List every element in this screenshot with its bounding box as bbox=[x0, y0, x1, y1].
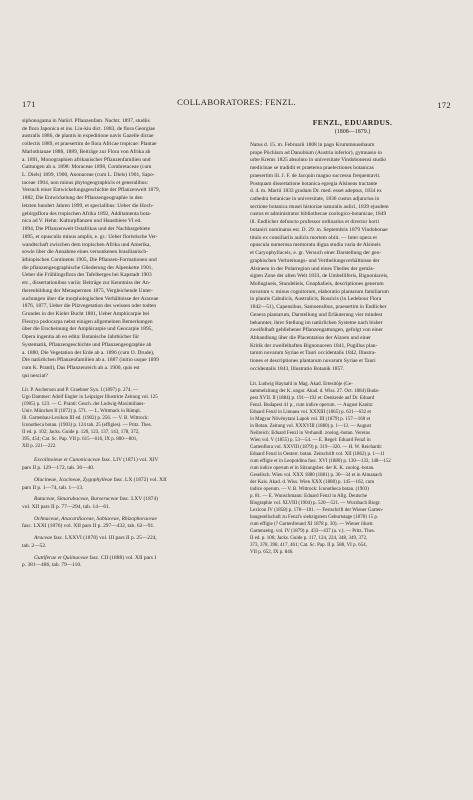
text-line: cum K. Prantl), Das Pflanzenreich ab a. 1900, quis est bbox=[22, 365, 140, 371]
text-line: 1895, et opusculis minus amplis, e. gr.: Ueber floristische Ver- bbox=[22, 233, 158, 240]
text-line: tiones et descriptiones plantarum novarum Syriae et Tauri bbox=[250, 358, 376, 365]
text-line: Alsineen in der Polarregion und eines Theiles der gemäs- bbox=[250, 265, 375, 272]
text-line: qui nesciat? bbox=[22, 372, 48, 379]
text-line: ill. Endlicher defuncto professor ordinarius et director horti bbox=[250, 219, 379, 226]
literature-line: Gesellsch. Wien vol. XXX 1880 (1881) p. 30—34 et in Almanach bbox=[250, 472, 383, 478]
left-column bbox=[22, 118, 227, 574]
text-line: über die Erscheinung der Amphicarpie und Geocarpie 1895, bbox=[22, 326, 153, 333]
text-line: de flora Japonica et ins. Liu-kiu dict. 1883, de flora Georgiae bbox=[22, 125, 155, 132]
literature-line: Univ. München II (1872) p. 571. — L. Wittmack in Rümpl. bbox=[22, 409, 141, 415]
family-entry-first-line bbox=[22, 535, 227, 543]
fenzl-literature bbox=[250, 381, 455, 556]
family-entry-first-line bbox=[22, 477, 227, 485]
literature-line: Fenzl. Budapest 41 p., cum indice operum. — August Kanitz: bbox=[250, 402, 374, 408]
text-line: Grundes in der Kieler Bucht 1881, Ueber Amphicarpie bei bbox=[22, 310, 150, 317]
literature-line: pest XVII. II (1884) p. 191—192 et: Denkrede auf Dr. Eduard bbox=[250, 395, 375, 401]
literature-line: 373, 378, 398, 417, 461; Cat. Sc. Pap. II p. 588, VI p. 654, bbox=[250, 542, 367, 548]
text-line: urbe Krems 1825 absoluto in universitate Vindobonensi studio bbox=[250, 157, 386, 164]
text-line: custos et administrator bibliothecae zoologico-botanicae, 1849 bbox=[250, 211, 387, 218]
text-line: Marlothianae 1888, 1889, Beiträge zur Flora von Afrika ab bbox=[22, 148, 151, 155]
literature-line: Neilreich: Eduard Fenzl in Verhandl. zoolog.-botan. Vereins bbox=[250, 430, 370, 436]
text-line: a. 1891, Monographien afrikanischer Pflanzenfamilien und bbox=[22, 156, 151, 163]
family-reference: fasc. CII (1888) vol. XII pars I bbox=[88, 554, 157, 561]
family-reference-continued: tab. 2—52. bbox=[22, 542, 47, 549]
literature-line: der Kais. Akad. d. Wiss. Wien XXX (1880) p. 145—162, cum bbox=[250, 479, 375, 485]
literature-line: II ed. p. 106; Jacks. Guide p. 117, 124, 224, 348, 349, 372, bbox=[250, 535, 368, 541]
page-header bbox=[22, 97, 451, 111]
text-line: Fleurya podocarpa nebst einigen allgemeinen Bemerkungen bbox=[22, 318, 153, 325]
text-line: sowie über die Annahme eines versunkenen brasilianisch- bbox=[22, 249, 148, 256]
text-line: cathedra botanicae in universitate, 1836 custos adjunctus in bbox=[250, 196, 380, 203]
text-line: sectione botanica musei historiae naturalis aulici, 1839 ejusdem bbox=[250, 203, 389, 210]
literature-line: Biographie vol. XLVIII (1904) p. 520—521. — Wurzbach Biogr. bbox=[250, 500, 381, 506]
text-line: taceae 1904, non minus phytogeographicis et generalibus: bbox=[22, 179, 149, 186]
text-line: opuscula numerosa memoratu digna studia varia de Alsineis bbox=[250, 242, 381, 249]
literature-line: VII p. 652, IX p. 846. bbox=[250, 549, 294, 555]
literature-line: Eduard Fenzl in Oesterr. botan. Zeitschrift vol. XII (1862) p. 1—11 bbox=[250, 451, 385, 457]
text-line: medicinae se tradidit et praeterea praelectiones botanicas bbox=[250, 165, 374, 172]
text-line: gebirgsflora des tropischen Afrika 1892, Additamenta bota- bbox=[22, 210, 152, 217]
text-line: prope Pöchlarn ad Danubium (Austria inferior), gymnasio in bbox=[250, 149, 382, 156]
text-line: titulo ex consiliariis aulicis mortem obiit. — Inter opera et bbox=[250, 234, 377, 241]
engler-families-list bbox=[22, 457, 227, 574]
text-line: et Caryophyllaceis, e. gr. Versuch einer Darstellung der geo- bbox=[250, 250, 382, 257]
family-reference-continued: vol. XII pars II p. 77—294, tab. 14—61. bbox=[22, 504, 111, 511]
right-page-number: 172 bbox=[437, 100, 451, 110]
text-line: a. 1880, Die Vegetation der Erde ab a. 1896 (cum O. Drude), bbox=[22, 349, 155, 356]
literature-line: 395, 454; Cat. Sc. Pap. VII p. 615—616, IX p. 800—801, bbox=[22, 437, 138, 443]
text-line: graphischen Verbreitungs- und Vertheilungsverhältnisse der bbox=[250, 257, 380, 264]
family-reference: fasc. LIV (1871) vol. XIV bbox=[100, 457, 159, 464]
literature-line: XII p. 221—222. bbox=[22, 444, 57, 450]
text-line: L. Diels) 1899, 1900, Anonaceae (cum L. Diels) 1901, Sapo- bbox=[22, 172, 155, 179]
text-line: 1842—51), Capensibus, Samoensibus, praesertim in Endlicher bbox=[250, 304, 387, 311]
family-names: Araceae bbox=[34, 535, 53, 542]
text-line: in plantis Cabulicis, Australicis, Rossicis (in Ledebour Flora bbox=[250, 296, 382, 303]
fenzl-bio-text bbox=[250, 142, 455, 374]
text-line: therenbildung der Metaspermen 1875, Vergleichende Unter- bbox=[22, 287, 153, 294]
family-entry-first-line bbox=[22, 516, 227, 524]
literature-line: Eduard Fenzl in Linnaea vol. XXXIII (1865) p. 631—632 et bbox=[250, 409, 371, 415]
literature-line: sammelzitung der K. ungar. Akad. d. Wiss. 27. Oct. 1884) Buda- bbox=[250, 388, 380, 394]
family-reference-continued: pars II p. 1—74, tab. 1—13. bbox=[22, 484, 84, 491]
literature-line: (1905) p. 123. — C. Prantl: Gesch. der Ludwig-Maximilians- bbox=[22, 402, 146, 408]
text-line: letzten hundert Jahren 1899, et specialibus: Ueber die Hoch- bbox=[22, 202, 154, 209]
text-line: äthiopischen Continents 1905, Die Pflanzen-Formationen und bbox=[22, 256, 157, 263]
text-line: botanici nominatus est. D. 29. m. Septembris 1879 Vindobonae bbox=[250, 226, 388, 233]
literature-line: cum effigie et in Leopoldina fasc. XVI (1880) p. 130—133, 148—152 bbox=[250, 458, 391, 464]
text-line: australis 1886, de plantis in expeditione navis Gazelle dictae bbox=[22, 133, 154, 140]
literature-line: Ugo Dammer: Adolf Engler in Leipziger Illustrirte Zeitung vol. 125 bbox=[22, 395, 158, 401]
text-line: novarum v. minus cognitorum, elaboratio plantarum familiarum bbox=[250, 288, 389, 295]
literature-line: Wien vol. V (1855) p. 53—54. — E. Regel: Eduard Fenzl in bbox=[250, 437, 371, 443]
text-line: 1882, Die Entwickelung der Pflanzengeographie in den bbox=[22, 195, 143, 202]
literature-line: Iconotheca botan. (1903) p. 124 tab. 25 (effigies). — Pritz. Thes. bbox=[22, 423, 152, 429]
family-reference: fasc. LXXVI (1878) vol. III pars II p. 25—224, bbox=[52, 535, 157, 542]
text-line: Ueber die Frühlingsflora des Tafelberges bei Kapstadt 1903 bbox=[22, 272, 152, 279]
text-line: Kritik der zweifelhaften Bignonaceen 1841, Pugillus plan- bbox=[250, 342, 378, 349]
literature-line: cum effigie (? Gartenfreund XI 1878 p. 30). — Wiener illustr. bbox=[250, 521, 374, 527]
text-line: tarum novarum Syriae et Tauri occidentalis 1842, Illustra- bbox=[250, 350, 377, 357]
literature-line: cum indice operum et in Sitzungsber. der K. K. zoolog.-botan. bbox=[250, 465, 375, 471]
text-line: wandtschaft zwischen dem tropischen Afrika und Amerika, bbox=[22, 241, 151, 248]
family-entry-first-line bbox=[22, 457, 227, 465]
literature-line: Gartenzeitg. vol. IV (1879) p. 433—437 (a. v.). — Pritz. Thes. bbox=[250, 528, 376, 534]
literature-line: Lit. Ludwig Haynald in Mag. Akad. Ertesitöje (Ge- bbox=[250, 381, 353, 387]
literature-line: baugesellschaft zu Fenzl's siebzigstem Geburtstage (1878) 15 p. bbox=[250, 514, 379, 520]
text-line: die pflanzengeographische Gliederung der Alpenkette 1901, bbox=[22, 264, 153, 271]
family-names: Excolinoieae et Cunonicaceae bbox=[34, 457, 101, 464]
text-line: Systematik, Pflanzengeschichte und Pflanzengeographie ab bbox=[22, 341, 152, 348]
text-line: nica ad V. Hehn: Kulturpflanzen und Hausthiere VI ed. bbox=[22, 218, 142, 225]
text-line: Die natürlichen Pflanzenfamilien ab a. 1887 (initio usque 1899 bbox=[22, 357, 159, 364]
right-column bbox=[250, 118, 455, 556]
literature-line: in Botan. Zeitung vol. XXXVIII (1880) p. 1—13. — August bbox=[250, 423, 371, 429]
literature-line: Lexicon IV (1858) p. 178—181. — Festschrift der Wiener Garten- bbox=[250, 507, 384, 513]
family-entry-first-line bbox=[22, 555, 227, 563]
text-line: collectis 1889, et praesertim de flora Africae tropicae: Plantae bbox=[22, 141, 157, 148]
text-line: Molluginеis, Stundeliеis, Gnaphalieis, descriptiones generum bbox=[250, 280, 384, 287]
family-reference: fasc. LX (1872) vol. XII bbox=[112, 476, 167, 483]
text-line: Versuch einer Entwickelungsgeschichte der Pflanzenwelt 1879, bbox=[22, 187, 161, 194]
text-line: Postquam dissertatione botanica egregia Alsineas tractante bbox=[250, 180, 378, 187]
family-reference: fasc. LXV (1874) bbox=[118, 496, 159, 503]
literature-line: II ed. p. 102; Jacks. Guide p. 120, 123, 137, 143, 178, 372, bbox=[22, 430, 140, 436]
family-names: Olacineae, Icacineae, Zygophylleae bbox=[34, 476, 113, 483]
text-line: Abhandlung über die Placentation der Aïzoen und einer bbox=[250, 334, 371, 341]
family-names: Rutaceae, Simarubaceae, Burseraceae bbox=[34, 496, 119, 503]
family-reference-continued: fasc. LXXI (1876) vol. XII pars II p. 297—432, tab. 62—91. bbox=[22, 523, 155, 530]
left-page-number: 171 bbox=[22, 99, 36, 109]
family-names: Ochnaceae, Anacardiaceae, Sabiaceae, Rhizophoraceae bbox=[34, 515, 157, 522]
text-line: zweifelhaft gebliebener Pflanzengattungen, gefolgt von einer bbox=[250, 327, 383, 334]
literature-line: in Magyar Növénytani Lapok vol. III (1879) p. 157—160 et bbox=[250, 416, 371, 422]
text-line: Natus d. 15. m. Februarii 1808 in pago Krummnussbaum bbox=[250, 142, 375, 148]
text-line: Opera ingentia ab eo edita: Botanische Jahrbücher für bbox=[22, 334, 140, 341]
text-line: suchungen über die morphologischen Verhältnisse der Araceae bbox=[22, 295, 159, 302]
engler-bio-text bbox=[22, 118, 227, 380]
running-title: COLLABORATORES: FENZL. bbox=[177, 97, 296, 107]
literature-line: Lit. P. Ascherson and P. Graebner Syn. I (1897) p. 274. — bbox=[22, 388, 138, 394]
literature-line: p. 81. — E. Wunschmann: Eduard Fenzl in Allg. Deutsche bbox=[250, 493, 368, 499]
text-line: Gattungen ab a. 1898: Moraceae 1898, Combretaceae (cum bbox=[22, 164, 152, 171]
text-line: 1876, 1877, Ueber die Pilzvegetation des weissen oder todten bbox=[22, 303, 157, 310]
text-line: etc., dissertationibus variis: Beiträge zur Kenntniss der An- bbox=[22, 280, 151, 287]
entry-title: FENZL, EDUARDUS. bbox=[312, 118, 393, 127]
text-line: sigten Zone der alten Welt 1833, de Umbelliferis, Bignoniaceis, bbox=[250, 273, 389, 280]
family-reference-continued: p. 381—486, tab. 79—110. bbox=[22, 562, 82, 569]
text-line: bekannter, ihrer Stellung im natürlichen Systeme nach bisher bbox=[250, 319, 383, 326]
literature-line: Ill. Gartenbau-Lexikon III ed. (1902) p. 256. — V. B. Wittrock: bbox=[22, 416, 149, 422]
family-entry-first-line bbox=[22, 496, 227, 504]
text-line: siphonogama in Natürl. Pflanzenfam. Nachtr. 1897, studiis bbox=[22, 118, 150, 124]
family-reference-continued: pars II p. 129—172, tab. 36—40. bbox=[22, 465, 95, 472]
text-line: occidentalis 1843, Illustratio Botanik 1857. bbox=[250, 365, 345, 372]
literature-line: indice operum. — V. B. Wittrock: Iconotheca botan. (1903) bbox=[250, 486, 369, 492]
text-line: Genera plantarum, Darstellung und Erläuterung vier mindest bbox=[250, 311, 383, 318]
text-line: d. 4. m. Martii 1833 gradum Dr. med. esset adeptus, 1834 ex bbox=[250, 188, 382, 195]
text-line: 1894, Die Pflanzenwelt Ostafrikas und der Nachbargebiete bbox=[22, 226, 151, 233]
text-line: praesertim ill. J. F. de Jacquin magno successu frequentavit. bbox=[250, 172, 381, 179]
family-names: Guttiferae et Quiinaceae bbox=[34, 554, 89, 561]
engler-literature bbox=[22, 387, 227, 450]
literature-line: Gartenflora vol. XXVIII (1879) p. 319—320. — H. W. Reichardt: bbox=[250, 444, 383, 450]
entry-dates: (1808—1879.) bbox=[334, 129, 371, 135]
